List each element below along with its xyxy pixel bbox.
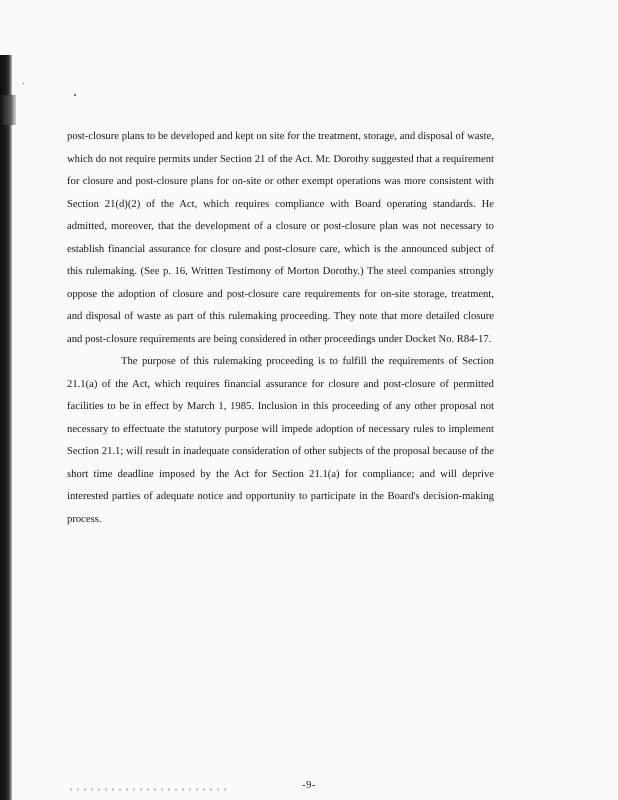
scan-edge [0,55,12,800]
scan-speck [74,94,76,96]
paragraph-2: The purpose of this rulemaking proceeding is to fulfill the requirements of Section 21.1(a) of the Act, which requires financial assurance for closure and post-closure of permitted facilities to be in effect by March 1, 1985. Inclusion in this proceeding of any other proposal not necessary to effectuate the statutory purpose will impede adoption of necessary rules to implement Section 21.1; will result in inadequate consideration of other subjects of the proposal because of the short time deadline imposed by the Act for Section 21.1(a) for compliance; and will deprive interested parties of adequate notice and opportunity to participate in the Board's decision-making process. [67,356,494,525]
page-number: -9- [302,780,316,791]
scan-speck [23,83,24,84]
paragraph-1: post-closure plans to be developed and kept on site for the treatment, storage, and disposal of waste, which do not require permits under Section 21 of the Act. Mr. Dorothy suggested that a requirement for closure and post-closure plans for on-site or other exempt operations was more consistent with Section 21(d)(2) of the Act, which requires compliance with Board operating standards. He admitted, moreover, that the development of a closure or post-closure plan was not necessary to establish financial assurance for closure and post-closure care, which is the announced subject of this rulemaking. (See p. 16, Written Testimony of Morton Dorothy.) The steel companies strongly oppose the adoption of closure and post-closure care requirements for on-site storage, treatment, and disposal of waste as part of this rulemaking proceeding. They note that more detailed closure and post-closure requirements are being considered in other proceedings under Docket No. R84-17. [67,131,494,345]
body-text [67,126,494,531]
scan-edge-notch [0,95,16,125]
